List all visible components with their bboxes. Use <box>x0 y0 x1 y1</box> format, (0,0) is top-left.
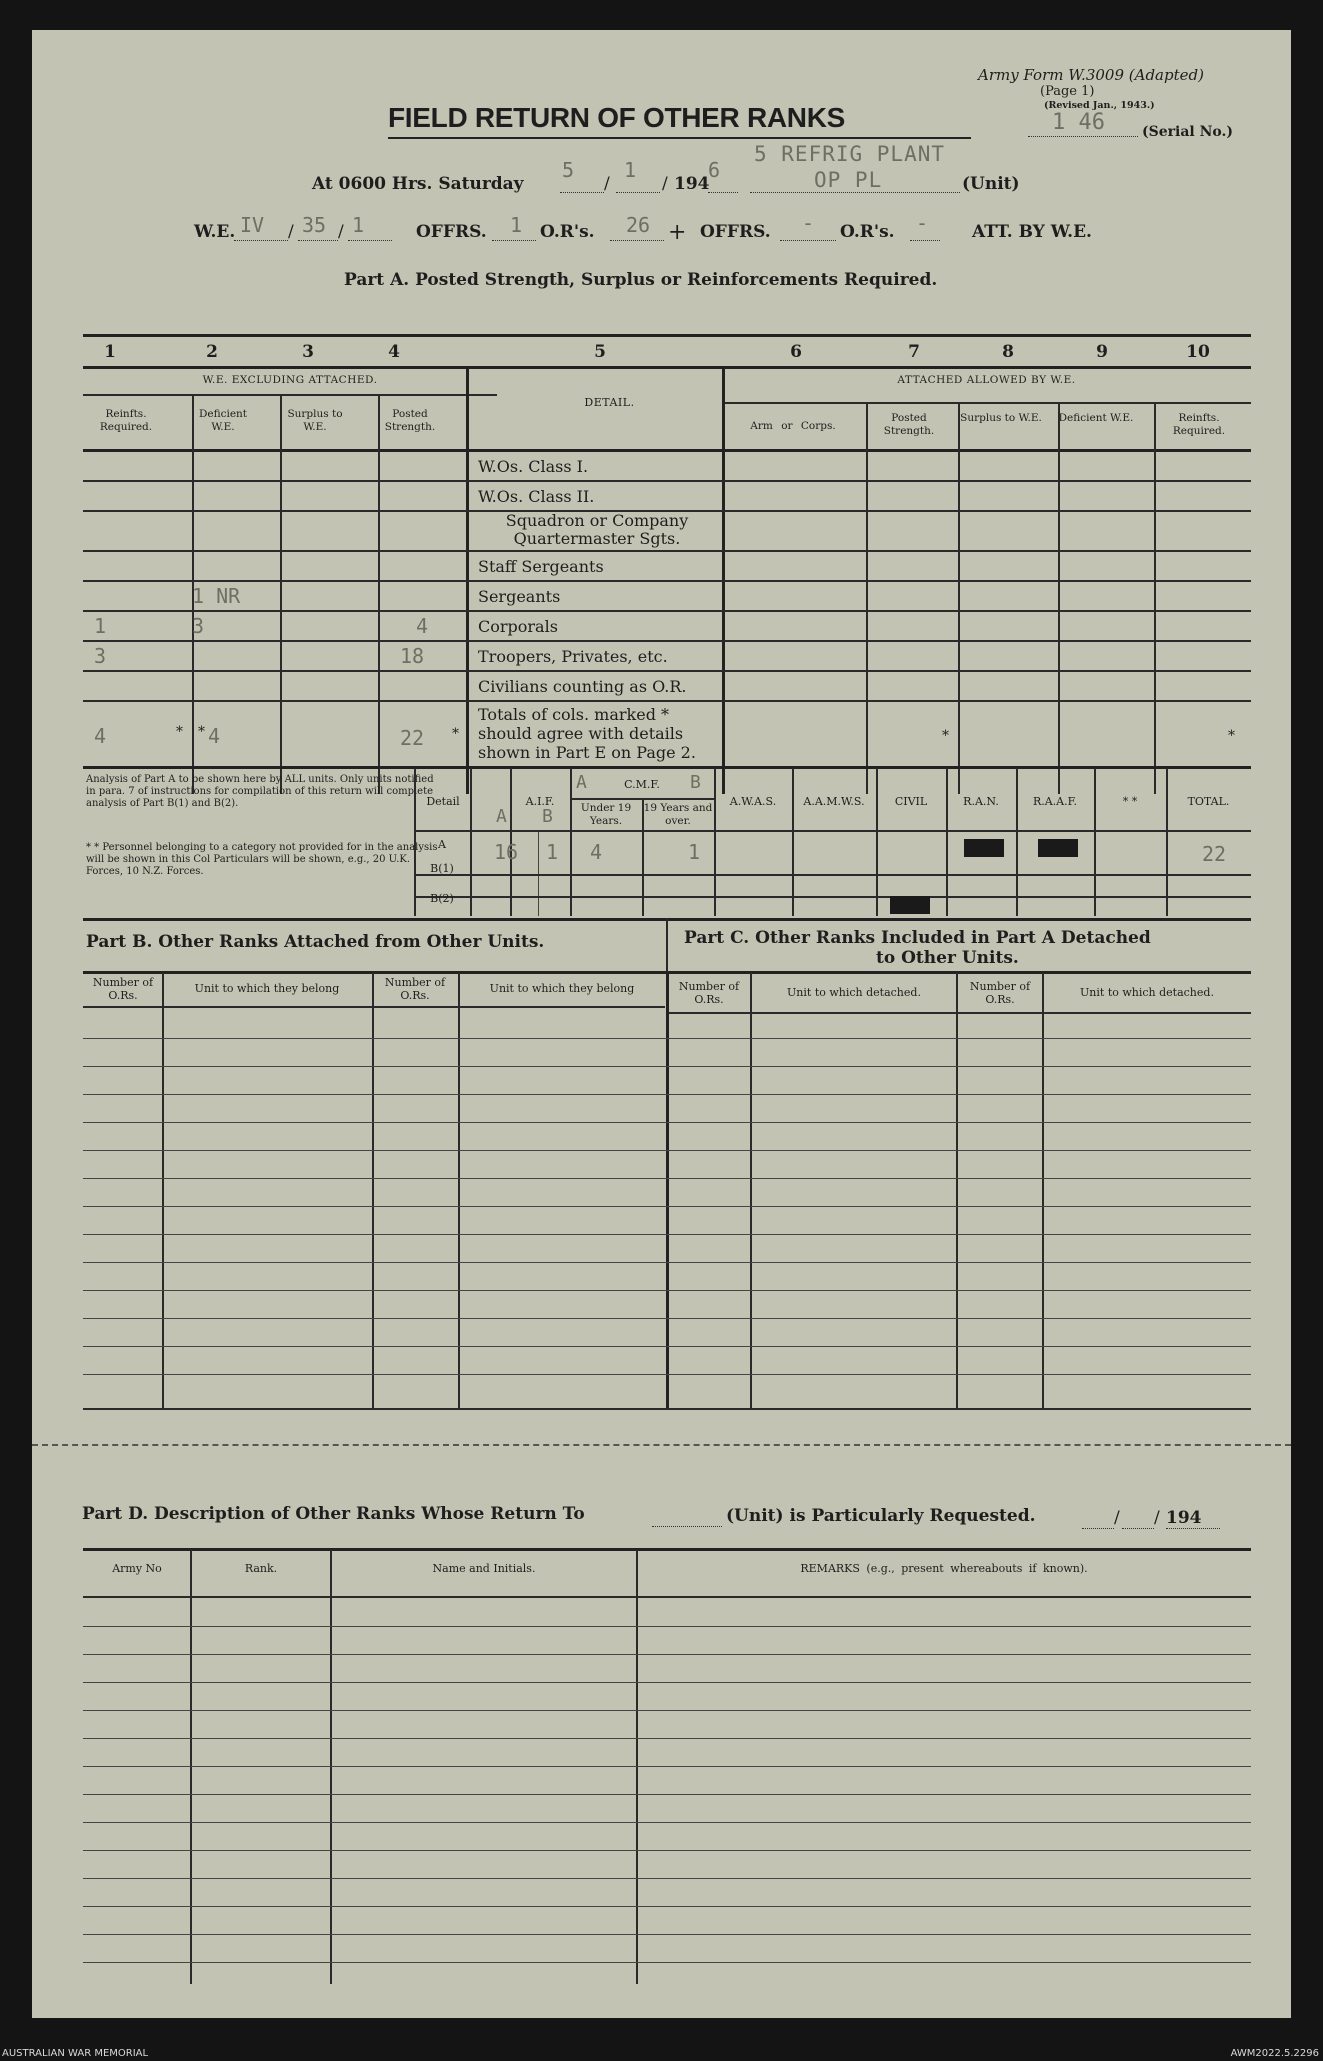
redaction-block <box>1038 839 1078 857</box>
at-prefix: At 0600 Hrs. Saturday <box>312 174 524 194</box>
unit-line <box>750 192 960 193</box>
part-d-top-rule <box>83 1548 1251 1551</box>
troopers-posted: 18 <box>400 644 425 668</box>
group-right: ATTACHED ALLOWED BY W.E. <box>897 374 1076 386</box>
analysis-note-2: * * Personnel belonging to a category not provided for in the analysis will be shown in this Col Particulars will be shown, e.g., 20 U.K. Forces, 10 N.Z. Forces. <box>86 842 438 877</box>
offrs-value: 1 <box>510 213 523 237</box>
row-rule <box>83 700 1251 702</box>
unit-typed-1: 5 REFRIG PLANT <box>754 142 946 166</box>
part-d-row <box>83 1626 1251 1627</box>
part-b-hdr: Unit to which they belong <box>194 982 340 995</box>
att-label: ATT. BY W.E. <box>972 222 1092 242</box>
hdr-surplus-left: Surplus to W.E. <box>287 408 343 433</box>
offrs2-label: OFFRS. <box>700 222 771 242</box>
b-c-row <box>83 1066 1251 1067</box>
part-c-hdr: Number of O.Rs. <box>678 980 740 1006</box>
row-rule <box>83 550 1251 552</box>
we-2: 35 <box>302 213 327 237</box>
typed-b: B <box>542 806 553 827</box>
part-d-row <box>83 1878 1251 1879</box>
part-b-hdr: Unit to which they belong <box>489 982 635 995</box>
part-b-header-rule <box>83 1006 665 1008</box>
form-title: FIELD RETURN OF OTHER RANKS <box>388 102 846 133</box>
part-d-date-line <box>1122 1528 1154 1529</box>
v-line <box>1094 768 1096 916</box>
part-d-hdr: Name and Initials. <box>432 1562 536 1575</box>
serial-value: 1 46 <box>1052 110 1105 135</box>
civil-header: CIVIL <box>894 795 928 808</box>
cmf-under-header: Under 19 Years. <box>580 802 632 827</box>
at-slash-2: / <box>662 174 668 194</box>
aamws-header: A.A.M.W.S. <box>803 795 865 808</box>
b-c-row <box>83 1122 1251 1123</box>
part-d-title-2: (Unit) is Particularly Requested. <box>726 1506 1036 1526</box>
part-d-row <box>83 1766 1251 1767</box>
offrs-line <box>492 240 536 241</box>
row-label: Sergeants <box>478 587 561 606</box>
row-label: Troopers, Privates, etc. <box>478 647 668 666</box>
title-underline <box>388 137 971 139</box>
col-number: 2 <box>206 342 218 362</box>
v-line <box>378 394 380 794</box>
page-label: (Page 1) <box>1040 84 1095 99</box>
group-right-rule <box>722 402 1251 404</box>
b-c-row <box>83 1290 1251 1291</box>
v-line <box>792 768 794 916</box>
row-rule <box>83 610 1251 612</box>
aif-header: A.I.F. <box>525 795 555 808</box>
cmf-over-header: 19 Years and over. <box>643 802 713 827</box>
analysis-row-label: B(2) <box>430 892 454 905</box>
star-mark: * <box>198 724 205 740</box>
detail-col-header: Detail <box>426 795 460 808</box>
form-page <box>32 30 1291 2018</box>
footer-archive-name: AUSTRALIAN WAR MEMORIAL <box>2 2048 149 2059</box>
we-slash-1: / <box>288 222 294 242</box>
row-rule <box>83 670 1251 672</box>
part-a-title: Part A. Posted Strength, Surplus or Reinforcements Required. <box>344 270 938 290</box>
header-rule <box>83 366 1251 369</box>
cmf-header: C.M.F. <box>624 778 660 791</box>
part-d-slash: / <box>1154 1508 1160 1528</box>
part-d-hdr: REMARKS (e.g., present whereabouts if known). <box>800 1562 1088 1575</box>
star-mark: * <box>452 726 459 742</box>
hdr-posted-right: Posted Strength. <box>883 412 935 437</box>
month-line <box>616 192 660 193</box>
row-a-over-19: 1 <box>688 840 701 864</box>
v-line <box>538 830 539 916</box>
part-d-hdr: Army No <box>112 1562 162 1575</box>
we-label: W.E. <box>194 222 236 242</box>
part-d-row <box>83 1822 1251 1823</box>
corporals-reinfts: 1 <box>94 614 107 638</box>
b-c-row <box>83 1346 1251 1347</box>
analysis-row-label: B(1) <box>430 862 454 875</box>
year-line <box>708 192 738 193</box>
we-3: 1 <box>352 213 365 237</box>
star-mark: * <box>1228 728 1235 744</box>
part-d-row <box>83 1906 1251 1907</box>
part-a-top-rule <box>83 334 1251 337</box>
we-1-line <box>234 240 288 241</box>
day-line <box>560 192 604 193</box>
hdr-posted-left: Posted Strength. <box>384 408 436 433</box>
raaf-header: R.A.A.F. <box>1032 795 1078 808</box>
part-c-hdr: Unit to which detached. <box>787 986 921 999</box>
total-posted: 22 <box>400 726 425 750</box>
row-rule <box>83 480 1251 482</box>
hdr-reinfts-right: Reinfts. Required. <box>1172 412 1226 437</box>
col-number: 6 <box>790 342 802 362</box>
col-number: 3 <box>302 342 314 362</box>
typed-a-cmf: A <box>576 772 587 793</box>
hdr-deficient-right: Deficient W.E. <box>1058 412 1134 424</box>
body-top-rule <box>83 449 1251 452</box>
star-mark: * <box>942 728 949 744</box>
v-line <box>666 918 668 972</box>
b-c-row <box>83 1094 1251 1095</box>
v-line <box>1166 768 1168 916</box>
army-form-label: Army Form W.3009 (Adapted) <box>978 66 1204 84</box>
part-d-row <box>83 1738 1251 1739</box>
row-a-aif-a: 16 <box>494 840 519 864</box>
row-label: Civilians counting as O.R. <box>478 677 687 696</box>
part-d-row <box>83 1962 1251 1963</box>
v-line <box>714 768 716 916</box>
part-b-hdr: Number of O.Rs. <box>384 976 446 1002</box>
we-3-line <box>348 240 392 241</box>
redaction-block <box>964 839 1004 857</box>
offrs-label: OFFRS. <box>416 222 487 242</box>
row-label: Staff Sergeants <box>478 557 604 576</box>
part-d-date-line <box>1082 1528 1114 1529</box>
b-c-row <box>83 1374 1251 1375</box>
part-bc-bottom-rule <box>83 1408 1251 1410</box>
footer-accession-number: AWM2022.5.2296 <box>1230 2048 1319 2059</box>
analysis-row-rule <box>414 874 1251 876</box>
star-mark: * <box>176 724 183 740</box>
revised-label: (Revised Jan., 1943.) <box>1044 100 1155 111</box>
row-a-under-19: 4 <box>590 840 603 864</box>
typed-a: A <box>496 806 507 827</box>
ors-line <box>610 240 664 241</box>
b-c-row <box>83 1178 1251 1179</box>
part-d-row <box>83 1710 1251 1711</box>
b-c-row <box>83 1206 1251 1207</box>
we-slash-2: / <box>338 222 344 242</box>
group-left-rule <box>83 394 497 396</box>
b-c-row <box>83 1318 1251 1319</box>
v-line <box>1154 402 1156 794</box>
ors-label: O.R's. <box>540 222 595 242</box>
at-slash-1: / <box>604 174 610 194</box>
v-line <box>958 402 960 794</box>
analysis-row-rule <box>414 896 1251 898</box>
part-d-row <box>83 1654 1251 1655</box>
we-plus: + <box>668 220 687 245</box>
col-number: 4 <box>388 342 400 362</box>
analysis-note-1: Analysis of Part A to be shown here by ALL units. Only units notified in para. 7 of instructions for compilation of this return will complete analysis of Part B(1) and B(2). <box>86 774 434 809</box>
offrs2-value: - <box>802 211 815 235</box>
b-c-row <box>83 1150 1251 1151</box>
v-line <box>470 768 472 916</box>
hdr-surplus-right: Surplus to W.E. <box>960 412 1042 424</box>
troopers-reinfts: 3 <box>94 644 107 668</box>
at-year-suffix: 6 <box>708 158 721 182</box>
row-rule <box>83 640 1251 642</box>
total-deficient: 4 <box>208 724 221 748</box>
total-reinfts: 4 <box>94 724 107 748</box>
b-c-row <box>83 1262 1251 1263</box>
typed-b-cmf: B <box>690 772 701 793</box>
col-number: 10 <box>1186 342 1210 362</box>
b-c-row <box>83 1038 1251 1039</box>
analysis-header-rule <box>414 830 1251 832</box>
total-header: TOTAL. <box>1187 795 1230 808</box>
hdr-arm-corps: Arm or Corps. <box>750 420 836 432</box>
at-day: 5 <box>562 158 575 182</box>
ors2-label: O.R's. <box>840 222 895 242</box>
redaction-block <box>890 896 930 914</box>
unit-typed-2: OP PL <box>814 168 883 192</box>
col-number: 8 <box>1002 342 1014 362</box>
serial-label: (Serial No.) <box>1142 124 1233 140</box>
corporals-deficient: 3 <box>192 614 205 638</box>
corporals-posted: 4 <box>416 614 429 638</box>
part-c-hdr: Number of O.Rs. <box>969 980 1031 1006</box>
ors2-value: - <box>916 211 929 235</box>
v-line <box>1058 402 1060 794</box>
part-d-row <box>83 1934 1251 1935</box>
col-number: 9 <box>1096 342 1108 362</box>
part-d-year: 194 <box>1166 1508 1202 1528</box>
part-d-header-rule <box>83 1596 1251 1598</box>
at-month: 1 <box>624 158 637 182</box>
row-label: W.Os. Class I. <box>478 457 589 476</box>
v-line <box>946 768 948 916</box>
part-c-title-1: Part C. Other Ranks Included in Part A Detached <box>684 928 1151 948</box>
v-line <box>190 1550 192 1984</box>
ors-value: 26 <box>626 213 651 237</box>
part-d-year-line <box>1166 1528 1220 1529</box>
perforation-line <box>32 1444 1291 1446</box>
totals-rule <box>83 766 1251 769</box>
offrs2-line <box>780 240 836 241</box>
unit-label: (Unit) <box>962 174 1020 194</box>
sergeants-deficient: 1 NR <box>192 584 241 608</box>
ors2-line <box>910 240 940 241</box>
ran-header: R.A.N. <box>963 795 999 808</box>
row-rule <box>83 580 1251 582</box>
part-d-row <box>83 1794 1251 1795</box>
hdr-deficient-left: Deficient W.E. <box>198 408 248 433</box>
v-line <box>1016 768 1018 916</box>
serial-line <box>1028 136 1138 137</box>
totals-label: Totals of cols. marked * should agree with details shown in Part E on Page 2. <box>478 705 696 762</box>
col-number: 5 <box>594 342 606 362</box>
row-label: W.Os. Class II. <box>478 487 595 506</box>
detail-header: DETAIL. <box>584 396 635 409</box>
cmf-rule <box>570 798 714 800</box>
row-label: Squadron or Company Quartermaster Sgts. <box>505 511 689 548</box>
we-1: IV <box>240 213 265 237</box>
col-number: 1 <box>104 342 116 362</box>
v-line <box>330 1550 332 1984</box>
part-c-header-rule <box>666 1012 1251 1014</box>
part-c-title-2: to Other Units. <box>876 948 1019 968</box>
b-c-row <box>83 1234 1251 1235</box>
row-label: Corporals <box>478 617 558 636</box>
v-line <box>866 402 868 794</box>
v-line <box>636 1550 638 1984</box>
part-d-row <box>83 1850 1251 1851</box>
awas-header: A.W.A.S. <box>729 795 777 808</box>
part-d-title-1: Part D. Description of Other Ranks Whose Return To <box>82 1504 585 1524</box>
analysis-row-label: A <box>438 838 446 851</box>
part-b-title: Part B. Other Ranks Attached from Other Units. <box>86 932 545 952</box>
part-b-hdr: Number of O.Rs. <box>92 976 154 1002</box>
row-a-total: 22 <box>1202 842 1227 866</box>
part-c-hdr: Unit to which detached. <box>1080 986 1214 999</box>
part-d-unit-line <box>652 1526 722 1527</box>
v-line <box>280 394 282 794</box>
we-2-line <box>298 240 338 241</box>
at-year-prefix: 194 <box>674 174 710 194</box>
group-left: W.E. EXCLUDING ATTACHED. <box>202 374 378 386</box>
part-d-hdr: Rank. <box>244 1562 278 1575</box>
part-d-row <box>83 1682 1251 1683</box>
v-line <box>876 768 878 916</box>
hdr-reinfts-left: Reinfts. Required. <box>99 408 153 433</box>
row-a-aif-b: 1 <box>546 840 559 864</box>
part-d-slash: / <box>1114 1508 1120 1528</box>
col-number: 7 <box>908 342 920 362</box>
other-header: * * <box>1122 795 1138 808</box>
